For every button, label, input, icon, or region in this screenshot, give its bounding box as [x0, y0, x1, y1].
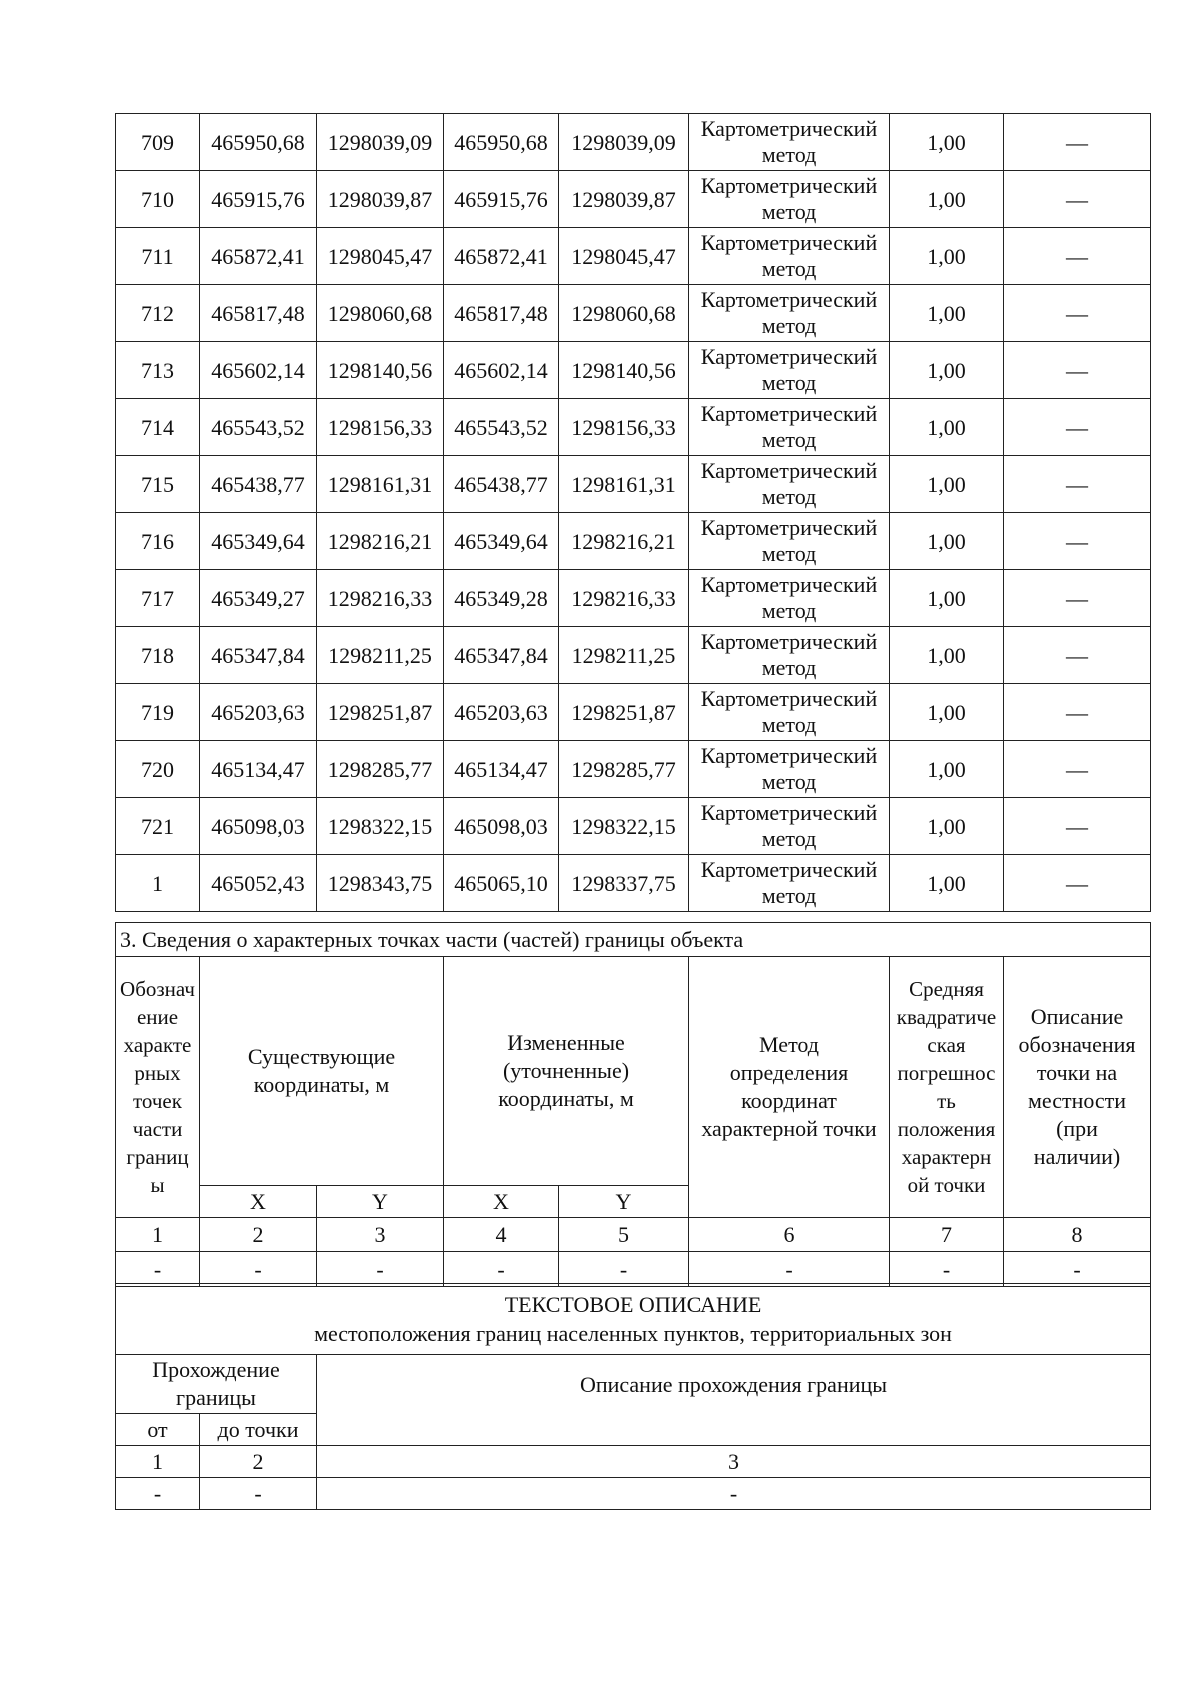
method-line: метод: [761, 655, 817, 680]
coordinates-table-body: [116, 114, 1151, 912]
changed-y: 1298156,33: [559, 399, 689, 456]
changed-x: 465602,14: [444, 342, 559, 399]
title-line: ТЕКСТОВОЕ ОПИСАНИЕ: [504, 1292, 762, 1317]
empty-cell: -: [200, 1252, 317, 1287]
point-number: 719: [116, 684, 200, 741]
table-row: [116, 456, 1151, 513]
empty-cell: -: [317, 1478, 1151, 1510]
method-cell: [689, 627, 890, 684]
changed-y: 1298216,33: [559, 570, 689, 627]
empty-cell: -: [559, 1252, 689, 1287]
header-line: характерной точки: [701, 1116, 877, 1141]
existing-x: 465438,77: [200, 456, 317, 513]
method-line: Картометрический: [700, 572, 878, 597]
method-line: метод: [761, 769, 817, 794]
empty-cell: -: [116, 1478, 200, 1510]
accuracy-value: 1,00: [890, 285, 1004, 342]
table-row: [116, 741, 1151, 798]
description-dash: —: [1004, 570, 1151, 627]
changed-y: 1298045,47: [559, 228, 689, 285]
method-line: метод: [761, 484, 817, 509]
accuracy-value: 1,00: [890, 456, 1004, 513]
header-line: наличии): [1033, 1144, 1121, 1169]
column-number: 1: [116, 1218, 200, 1252]
table-row: [116, 342, 1151, 399]
existing-y: 1298343,75: [317, 855, 444, 912]
point-number: 1: [116, 855, 200, 912]
description-dash: —: [1004, 684, 1151, 741]
empty-cell: -: [444, 1252, 559, 1287]
header-line: положения: [897, 1117, 996, 1141]
accuracy-value: 1,00: [890, 171, 1004, 228]
existing-x: 465915,76: [200, 171, 317, 228]
header-line: (при: [1056, 1116, 1098, 1141]
table-row: [116, 570, 1151, 627]
point-number: 711: [116, 228, 200, 285]
description-dash: —: [1004, 399, 1151, 456]
accuracy-value: 1,00: [890, 513, 1004, 570]
method-cell: [689, 798, 890, 855]
changed-x: 465349,28: [444, 570, 559, 627]
header-y-changed: Y: [559, 1186, 689, 1218]
header-line: квадратиче: [896, 1005, 997, 1029]
header-line: Описание: [1030, 1004, 1124, 1029]
method-cell: [689, 855, 890, 912]
header-line: ение: [136, 1005, 179, 1029]
header-line: ой точки: [907, 1173, 986, 1197]
method-line: Картометрический: [700, 116, 878, 141]
existing-y: 1298039,87: [317, 171, 444, 228]
table-row: [116, 855, 1151, 912]
existing-y: 1298251,87: [317, 684, 444, 741]
existing-y: 1298156,33: [317, 399, 444, 456]
empty-cell: -: [116, 1252, 200, 1287]
point-number: 715: [116, 456, 200, 513]
method-line: метод: [761, 142, 817, 167]
header-accuracy: [890, 957, 1004, 1218]
method-line: метод: [761, 598, 817, 623]
changed-x: 465347,84: [444, 627, 559, 684]
existing-y: 1298285,77: [317, 741, 444, 798]
point-number: 721: [116, 798, 200, 855]
table-row: [116, 798, 1151, 855]
existing-y: 1298322,15: [317, 798, 444, 855]
table-row: [116, 399, 1151, 456]
changed-y: 1298060,68: [559, 285, 689, 342]
method-line: метод: [761, 712, 817, 737]
table-row: [116, 228, 1151, 285]
changed-y: 1298285,77: [559, 741, 689, 798]
changed-x: 465098,03: [444, 798, 559, 855]
method-cell: [689, 342, 890, 399]
coordinates-table: [115, 113, 1151, 912]
header-line: (уточненные): [502, 1058, 630, 1083]
table-row: [116, 684, 1151, 741]
method-cell: [689, 741, 890, 798]
existing-x: 465602,14: [200, 342, 317, 399]
method-line: Картометрический: [700, 344, 878, 369]
description-dash: —: [1004, 798, 1151, 855]
column-number: 3: [317, 1446, 1151, 1478]
existing-y: 1298216,21: [317, 513, 444, 570]
header-description: [1004, 957, 1151, 1218]
changed-x: 465817,48: [444, 285, 559, 342]
point-number: 712: [116, 285, 200, 342]
point-number: 718: [116, 627, 200, 684]
changed-x: 465203,63: [444, 684, 559, 741]
header-line: Средняя: [909, 977, 984, 1001]
method-line: Картометрический: [700, 800, 878, 825]
changed-x: 465950,68: [444, 114, 559, 171]
header-line: обозначения: [1018, 1032, 1136, 1057]
description-dash: —: [1004, 228, 1151, 285]
changed-x: 465915,76: [444, 171, 559, 228]
header-line: ть: [937, 1089, 956, 1113]
column-number: 2: [200, 1446, 317, 1478]
accuracy-value: 1,00: [890, 342, 1004, 399]
changed-y: 1298140,56: [559, 342, 689, 399]
header-passage: [116, 1355, 317, 1414]
header-y-existing: Y: [317, 1186, 444, 1218]
header-method: [689, 957, 890, 1218]
description-dash: —: [1004, 285, 1151, 342]
method-line: метод: [761, 370, 817, 395]
header-x-changed: X: [444, 1186, 559, 1218]
accuracy-value: 1,00: [890, 570, 1004, 627]
description-dash: —: [1004, 456, 1151, 513]
table-row: [116, 171, 1151, 228]
method-cell: [689, 114, 890, 171]
header-line: координаты, м: [253, 1072, 390, 1097]
existing-x: 465817,48: [200, 285, 317, 342]
header-from: от: [116, 1414, 200, 1446]
method-line: Картометрический: [700, 287, 878, 312]
header-line: границы: [176, 1385, 256, 1410]
header-line: части: [132, 1117, 183, 1141]
changed-x: 465065,10: [444, 855, 559, 912]
point-number: 709: [116, 114, 200, 171]
method-line: метод: [761, 199, 817, 224]
existing-y: 1298039,09: [317, 114, 444, 171]
method-line: Картометрический: [700, 743, 878, 768]
method-line: Картометрический: [700, 230, 878, 255]
existing-y: 1298140,56: [317, 342, 444, 399]
changed-x: 465134,47: [444, 741, 559, 798]
header-passage-description: Описание прохождения границы: [317, 1355, 1151, 1446]
header-line: точки на: [1036, 1060, 1118, 1085]
accuracy-value: 1,00: [890, 114, 1004, 171]
accuracy-value: 1,00: [890, 684, 1004, 741]
method-line: метод: [761, 313, 817, 338]
method-line: Картометрический: [700, 401, 878, 426]
changed-y: 1298211,25: [559, 627, 689, 684]
existing-y: 1298161,31: [317, 456, 444, 513]
existing-x: 465134,47: [200, 741, 317, 798]
column-number: 8: [1004, 1218, 1151, 1252]
section3-caption: 3. Сведения о характерных точках части (частей) границы объекта: [116, 923, 1151, 957]
method-cell: [689, 684, 890, 741]
existing-x: 465872,41: [200, 228, 317, 285]
point-number: 714: [116, 399, 200, 456]
column-number: 3: [317, 1218, 444, 1252]
accuracy-value: 1,00: [890, 228, 1004, 285]
accuracy-value: 1,00: [890, 855, 1004, 912]
existing-y: 1298216,33: [317, 570, 444, 627]
existing-x: 465098,03: [200, 798, 317, 855]
empty-cell: -: [689, 1252, 890, 1287]
column-number: 1: [116, 1446, 200, 1478]
empty-cell: -: [1004, 1252, 1151, 1287]
header-line: ская: [927, 1033, 966, 1057]
description-dash: —: [1004, 855, 1151, 912]
changed-y: 1298161,31: [559, 456, 689, 513]
changed-x: 465438,77: [444, 456, 559, 513]
text-description-table: [115, 1283, 1151, 1510]
accuracy-value: 1,00: [890, 399, 1004, 456]
point-number: 713: [116, 342, 200, 399]
method-line: Картометрический: [700, 173, 878, 198]
text-description-title: [116, 1284, 1151, 1355]
description-dash: —: [1004, 342, 1151, 399]
description-dash: —: [1004, 114, 1151, 171]
method-cell: [689, 570, 890, 627]
method-line: Картометрический: [700, 458, 878, 483]
point-number: 720: [116, 741, 200, 798]
changed-y: 1298039,87: [559, 171, 689, 228]
point-number: 717: [116, 570, 200, 627]
header-line: местности: [1027, 1088, 1127, 1113]
existing-y: 1298045,47: [317, 228, 444, 285]
header-line: Прохождение: [152, 1357, 280, 1382]
accuracy-value: 1,00: [890, 627, 1004, 684]
header-line: погрешнос: [897, 1061, 996, 1085]
method-line: метод: [761, 427, 817, 452]
existing-x: 465950,68: [200, 114, 317, 171]
method-cell: [689, 456, 890, 513]
existing-x: 465543,52: [200, 399, 317, 456]
header-line: Обознач: [120, 977, 195, 1001]
existing-x: 465347,84: [200, 627, 317, 684]
header-point-designation: [116, 957, 200, 1218]
method-line: Картометрический: [700, 515, 878, 540]
header-line: характерн: [901, 1145, 992, 1169]
column-number: 2: [200, 1218, 317, 1252]
empty-cell: -: [890, 1252, 1004, 1287]
point-number: 710: [116, 171, 200, 228]
header-existing-coords: [200, 957, 444, 1186]
changed-y: 1298039,09: [559, 114, 689, 171]
method-cell: [689, 228, 890, 285]
header-line: границ: [126, 1145, 189, 1169]
description-dash: —: [1004, 741, 1151, 798]
method-line: Картометрический: [700, 629, 878, 654]
changed-x: 465543,52: [444, 399, 559, 456]
changed-y: 1298251,87: [559, 684, 689, 741]
existing-y: 1298060,68: [317, 285, 444, 342]
section3-table: [115, 922, 1151, 1287]
existing-y: 1298211,25: [317, 627, 444, 684]
changed-x: 465349,64: [444, 513, 559, 570]
empty-cell: -: [317, 1252, 444, 1287]
existing-x: 465052,43: [200, 855, 317, 912]
table-row: [116, 627, 1151, 684]
header-line: координат: [741, 1088, 837, 1113]
header-line: ы: [150, 1173, 165, 1197]
accuracy-value: 1,00: [890, 741, 1004, 798]
header-line: характе: [123, 1033, 192, 1057]
header-line: рных: [134, 1061, 181, 1085]
header-line: определения: [729, 1060, 849, 1085]
method-line: метод: [761, 883, 817, 908]
column-number: 4: [444, 1218, 559, 1252]
method-line: метод: [761, 541, 817, 566]
method-cell: [689, 399, 890, 456]
point-number: 716: [116, 513, 200, 570]
column-number: 7: [890, 1218, 1004, 1252]
method-line: метод: [761, 256, 817, 281]
description-dash: —: [1004, 171, 1151, 228]
header-line: координаты, м: [498, 1086, 634, 1111]
header-line: точек: [133, 1089, 182, 1113]
method-line: метод: [761, 826, 817, 851]
method-cell: [689, 513, 890, 570]
changed-y: 1298337,75: [559, 855, 689, 912]
description-dash: —: [1004, 627, 1151, 684]
method-cell: [689, 171, 890, 228]
subtitle-line: местоположения границ населенных пунктов, территориальных зон: [314, 1321, 952, 1346]
header-line: Существующие: [247, 1044, 396, 1069]
existing-x: 465349,64: [200, 513, 317, 570]
column-number: 6: [689, 1218, 890, 1252]
table-row: [116, 513, 1151, 570]
empty-cell: -: [200, 1478, 317, 1510]
table-row: [116, 114, 1151, 171]
existing-x: 465349,27: [200, 570, 317, 627]
method-line: Картометрический: [700, 686, 878, 711]
header-changed-coords: [444, 957, 689, 1186]
method-line: Картометрический: [700, 857, 878, 882]
table-row: [116, 285, 1151, 342]
header-x-existing: X: [200, 1186, 317, 1218]
description-dash: —: [1004, 513, 1151, 570]
accuracy-value: 1,00: [890, 798, 1004, 855]
header-line: Измененные: [507, 1030, 625, 1055]
method-cell: [689, 285, 890, 342]
column-number: 5: [559, 1218, 689, 1252]
header-line: Метод: [759, 1032, 819, 1057]
changed-x: 465872,41: [444, 228, 559, 285]
changed-y: 1298216,21: [559, 513, 689, 570]
header-to-point: до точки: [200, 1414, 317, 1446]
changed-y: 1298322,15: [559, 798, 689, 855]
existing-x: 465203,63: [200, 684, 317, 741]
